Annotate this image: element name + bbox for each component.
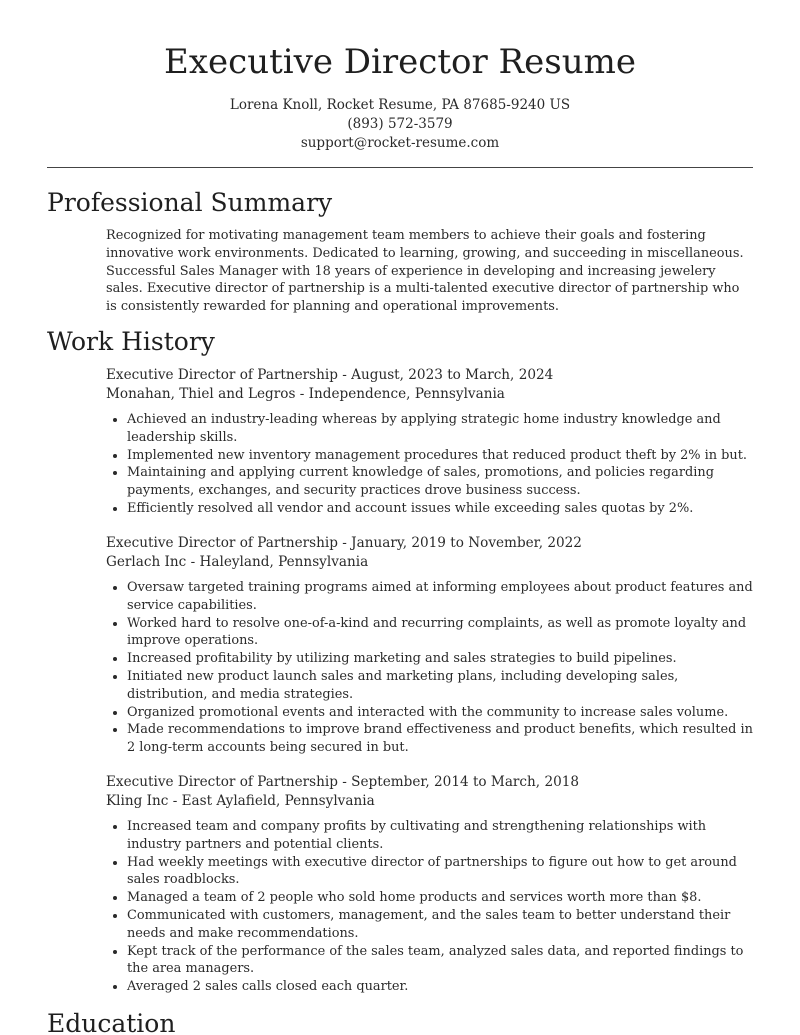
list-item: • Kept track of the performance of the sales team, analyzed sales data, and reported findings to the area managers. [127,943,756,979]
summary-text: Recognized for motivating management team members to achieve their goals and fostering innovative work environments. Dedicated to learning, growing, and succeeding in miscellaneous. Successful Sales Manager with 18 years of experience in developing and increasing jewelery sales. Executive director of partnership is a multi-talented executive director of partnership who is consistently rewarded for planning and operational improvements. [106,228,744,315]
list-item: • Had weekly meetings with executive director of partnerships to figure out how to get around sales roadblocks. [127,854,756,890]
list-item: • Initiated new product launch sales and marketing plans, including developing sales, distribution, and media strategies. [127,668,756,704]
list-item: • Increased team and company profits by cultivating and strengthening relationships with industry partners and potential clients. [127,818,756,854]
contact-phone: (893) 572-3579 [347,116,453,132]
job-title-line: Executive Director of Partnership - January, 2019 to November, 2022 [106,535,582,551]
job-company-line: Gerlach Inc - Haleyland, Pennsylvania [106,554,369,570]
list-item: • Efficiently resolved all vendor and account issues while exceeding sales quotas by 2%. [127,500,756,518]
job-company-line: Kling Inc - East Aylafield, Pennsylvania [106,793,375,809]
job-entry [106,773,756,996]
job-entry [106,366,756,518]
header-divider [47,167,753,168]
list-item: • Averaged 2 sales calls closed each quarter. [127,978,756,996]
list-item: • Made recommendations to improve brand effectiveness and product benefits, which resulted in 2 long-term accounts being secured in but. [127,721,756,757]
list-item: • Organized promotional events and interacted with the community to increase sales volume. [127,704,756,722]
job-bullet-list [106,579,756,757]
list-item: • Oversaw targeted training programs aimed at informing employees about product features and service capabilities. [127,579,756,615]
list-item: • Worked hard to resolve one-of-a-kind and recurring complaints, as well as promote loyalty and improve operations. [127,615,756,651]
contact-address: Lorena Knoll, Rocket Resume, PA 87685-9240 US [229,97,571,113]
job-bullet-list [106,411,756,518]
job-company-line: Monahan, Thiel and Legros - Independence, Pennsylvania [106,386,505,402]
job-title-line: Executive Director of Partnership - September, 2014 to March, 2018 [106,774,580,790]
job-bullet-list [106,818,756,996]
section-heading-professional-summary: Professional Summary [47,188,333,217]
resume-title: Executive Director Resume [164,42,636,82]
list-item: • Increased profitability by utilizing marketing and sales strategies to build pipelines. [127,650,756,668]
job-entry [106,534,756,757]
list-item: • Maintaining and applying current knowledge of sales, promotions, and policies regarding payments, exchanges, and security practices drove business success. [127,464,756,500]
list-item: • Managed a team of 2 people who sold home products and services worth more than $8. [127,889,756,907]
list-item: • Communicated with customers, management, and the sales team to better understand their needs and make recommendations. [127,907,756,943]
contact-email: support@rocket-resume.com [300,135,500,151]
list-item: • Implemented new inventory management procedures that reduced product theft by 2% in but. [127,447,756,465]
section-heading-work-history: Work History [47,327,215,356]
job-title-line: Executive Director of Partnership - August, 2023 to March, 2024 [106,367,554,383]
list-item: • Achieved an industry-leading whereas by applying strategic home industry knowledge and leadership skills. [127,411,756,447]
section-heading-education: Education [47,1009,176,1035]
resume-header [0,0,800,153]
